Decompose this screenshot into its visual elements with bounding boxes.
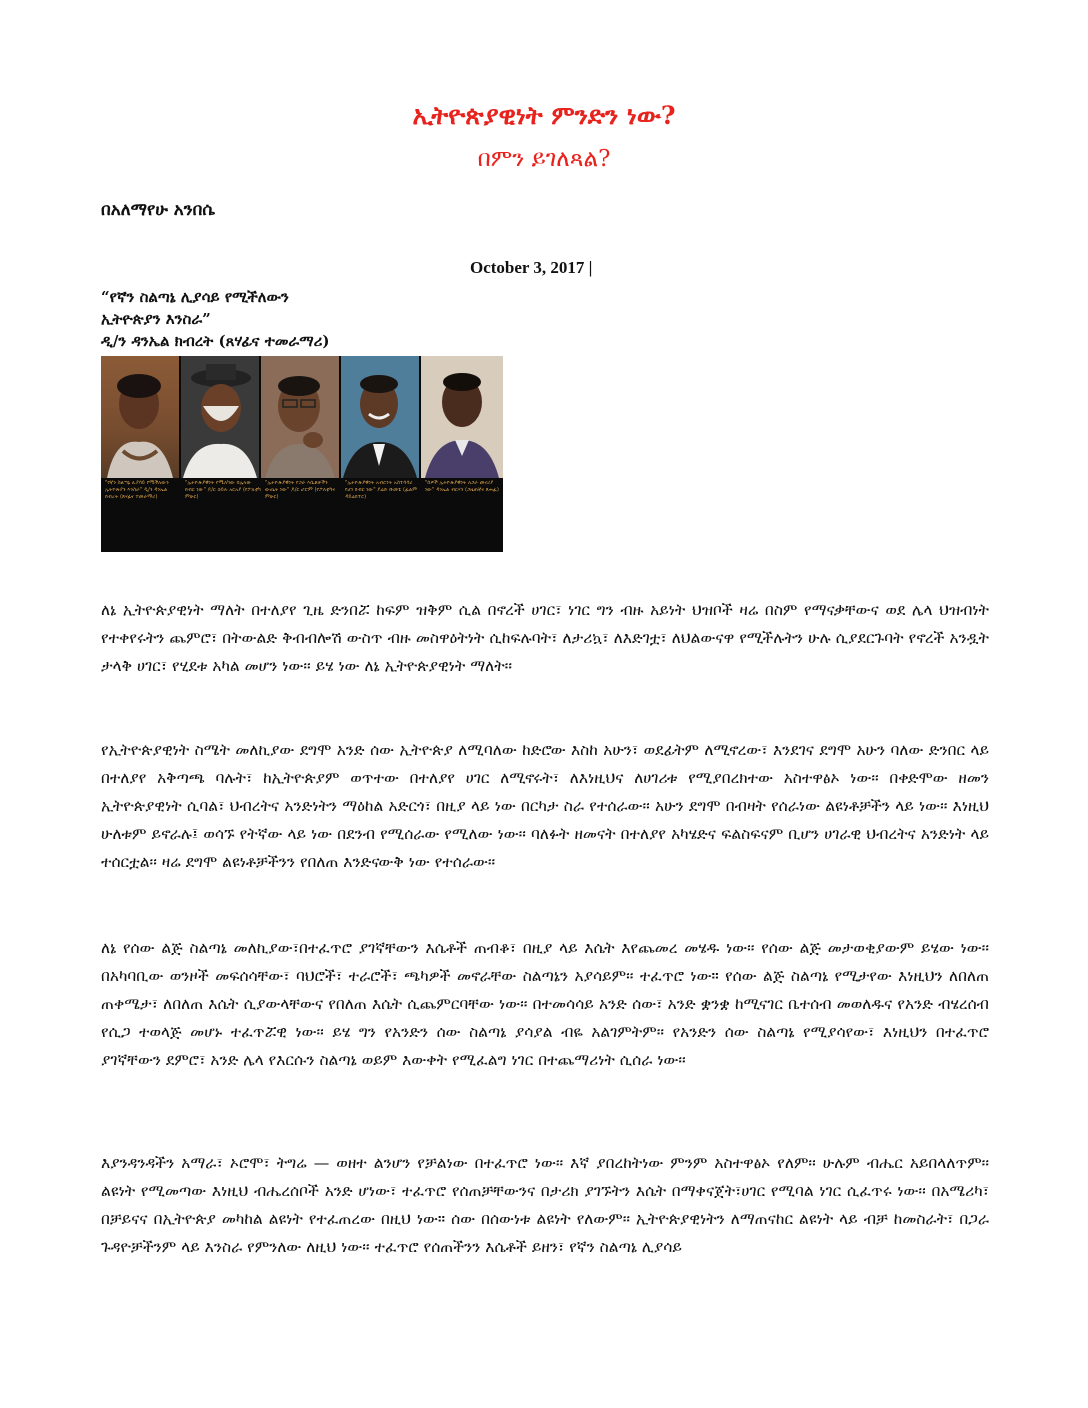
pull-quote <box>101 286 330 352</box>
portrait-photo <box>181 356 259 478</box>
portrait-photo <box>421 356 503 478</box>
portrait-photo <box>101 356 179 478</box>
photo-caption: "ኢትዮጵያዊነት የሚለካው በሌላው ክብር ነው" ዶ/ር ኃይሉ አርአያ (የፖለቲካ ምሁር) <box>185 480 261 501</box>
photo-caption: "ኢትዮጵያዊነት አብሮነት አስተሳሳሪ የሆነ ክብር ነው" ያሬድ ሹመቴ (ፊልም ዳይሬክተር) <box>345 480 418 501</box>
portrait-photo <box>341 356 419 478</box>
quote-line: “የኛን ስልጣኔ ሊያሳይ የሚችለውን <box>101 288 289 306</box>
portrait-collage <box>101 356 503 552</box>
body-paragraph: እያንዳንዳችን አማራ፣ ኦሮሞ፣ ትግሬ — ወዘተ ልንሆን የቻልነው በተፈጥሮ ነው፡፡ እኛ ያበረከትነው ምንም አስተዋፅኦ የለም፡፡ ሁሉም ብሔር አይበላለጥም፡፡ ልዩነት የሚመጣው እነዚህ ብሔረሰቦች አንድ ሆነው፣ ተፈጥሮ የሰጠቻቸውንና በታሪክ ያገኙትን እሴት በማቀናጀት፣ሀገር የሚባል ነገር ሲፈጥሩ ነው፡፡ በአሜሪካ፣ በቻይናና በኢትዮጵያ መካከል ልዩነት የተፈጠረው በዚህ ነው። ሰው በሰውነቱ ልዩነት የለውም፡፡ ኢትዮጵያዊነትን ለማጠናከር ልዩነት ላይ ብቻ ከመስራት፣ በጋራ ጉዳዮቻችንም ላይ እንስራ የምንለው ለዚህ ነው፡፡ ተፈጥሮ የሰጠችንን እሴቶች ይዘን፣ የኛን ስልጣኔ ሊያሳይ <box>101 1154 989 1256</box>
portrait-photo <box>261 356 339 478</box>
quote-line: ኢትዮጵያን እንስራ” <box>101 310 211 328</box>
quote-attribution: ዲ/ን ዳንኤል ክብረት (ጸሃፊና ተመራማሪ) <box>101 332 330 350</box>
photo-caption: "የኛን ስልጣኔ ሊያሳይ የሚችለውን ኢትዮጵያን እንስራ" ዲ/ን ዳንኤል ክብረት (ጸሃፊና ተመራማሪ) <box>105 480 169 501</box>
body-paragraph: ለኔ ኢትዮጵያዊነት ማለት በተለያየ ጊዜ ድንበሯ ከፍም ዝቅም ሲል በኖረች ሀገር፣ ነገር ግን ብዙ አይነት ህዝቦች ዛሬ በስም የማናቃቸውና ወደ ሌላ ህዝብነት የተቀየሩትን ጨምሮ፣ በትውልድ ቅብብሎሽ ውስጥ ብዙ መስዋዕትነት ሲከፍሉባት፣ ለታሪኳ፣ ለእድገቷ፣ ለህልውናዋ የሚችሉትን ሁሉ ሲያደርጉባት የኖረች አንዷት ታላቅ ሀገር፣ የሂደቱ አካል መሆን ነው፡፡ ይሄ ነው ለኔ ኢትዮጵያዊነት ማለት፡፡ <box>101 601 989 675</box>
photo-caption: "ኢትዮጵያዊነት የጋራ እሴቶቻችን ውጤት ነው" ዶ/ር ሆሮም (የፖለቲካና ምሁር) <box>265 480 336 501</box>
body-paragraph: ለኔ የሰው ልጅ ስልጣኔ መለኪያው፣በተፈጥሮ ያገኛቸውን እሴቶች ጠብቆ፣ በዚያ ላይ እሴት እየጨመረ መሄዱ ነው፡፡ የሰው ልጅ መታወቂያውም ይሄው ነው፡፡ በአካባቢው ወንዞች መፍሰሳቸው፣ ባህሮች፣ ተራሮች፣ ጫካዎች መኖራቸው ስልጣኔን አያሳይም፡፡ ተፈጥሮ ነው። የሰው ልጅ ስልጣኔ የሚታየው እነዚህን ለበለጠ ጠቀሜታ፣ ለበለጠ እሴት ሲያውላቸውና የበለጠ እሴት ሲጨምርባቸው ነው፡፡ በተመሳሳይ አንድ ሰው፣ አንድ ቋንቋ ከሚናገር ቤተሰብ መወለዱና የአንድ ብሄረሰብ የሲጋ ተወላጅ መሆኑ ተፈጥሯዊ ነው፡፡ ይሄ ግን የአንድን ሰው ስልጣኔ ያሳያል ብዬ አልገምትም፡፡ የአንድን ሰው ስልጣኔ የሚያሳየው፣ እነዚህን በተፈጥሮ ያገኛቸውን ደምሮ፣ አንድ ሌላ የእርሱን ስልጣኔ ወይም እውቀት የሚፈልግ ነገር በተጨማሪነት ሲሰራ ነው፡፡ <box>101 939 989 1069</box>
author-byline: በአለማየሁ አንበሴ <box>101 200 216 220</box>
article-title: ኢትዮጵያዊነት ምንድን ነው? <box>412 101 676 130</box>
body-paragraph: የኢትዮጵያዊነት ስሜት መለኪያው ደግሞ አንድ ሰው ኢትዮጵያ ለሚባለው ከድሮው እስከ አሁን፣ ወደፊትም ለሚኖረው፣ እንደገና ደግሞ አሁን ባለው ድንበር ላይ በተለያየ አቅጣጫ ባሉት፣ ከኢትዮጵያም ወጥተው በተለያየ ሀገር ለሚኖሩት፣ ለእነዚህና ለሀገሪቱ የሚያበረክተው አስተዋፅኦ ነው፡፡ በቀድሞው ዘመን ኢትዮጵያዊነት ሲባል፣ ህብረትና አንድነትን ማዕከል አድርጎ፣ በዚያ ላይ ነው በርካታ ስራ የተሰራው፡፡ አሁን ደግሞ በብዛት የሰራነው ልዩነቶቻችን ላይ ነው፡፡ እነዚህ ሁለቱም ይኖራሉ፤ ወሳኙ የትኛው ላይ ነው በደንብ የሚሰራው የሚለው ነው፡፡ ባለፉት ዘመናት በተለያየ አካሄድና ፍልስፍናም ቢሆን ሀገራዊ ህብረትና አንድነት ላይ ተሰርቷል፡፡ ዛሬ ደግሞ ልዩነቶቻችንን የበለጠ እንድናውቅ ነው የተሰራው፡፡ <box>101 741 989 871</box>
photo-caption: "ሰዎች ኢትዮጵያዊነት ለጋራ መኖሪያ ነው" ዳንኤል ብርሃን (ጋዜጠኛና ጸሐፊ) <box>425 480 499 494</box>
publish-date: October 3, 2017 | <box>470 258 593 277</box>
article-subtitle: በምን ይገለጻል? <box>477 146 611 172</box>
